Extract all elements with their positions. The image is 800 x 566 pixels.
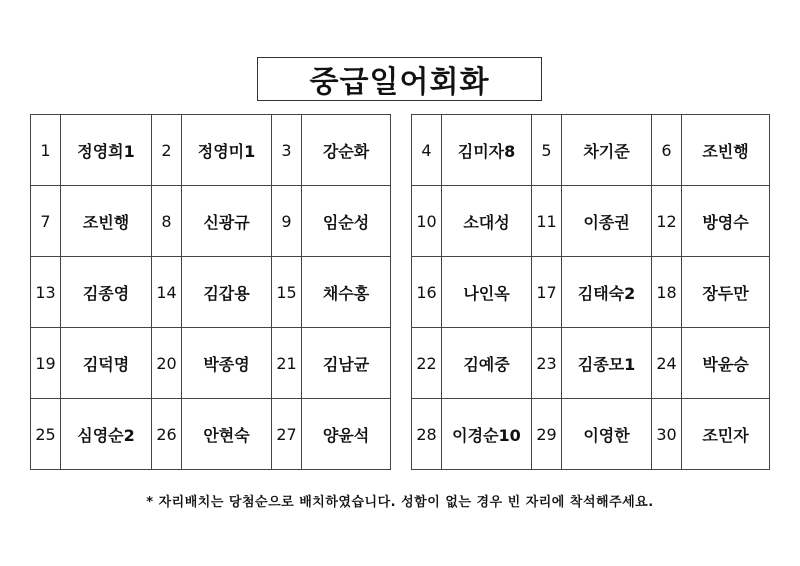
seat-number: 2 [152,115,182,186]
seat-number: 10 [412,186,442,257]
seat-name: 심영순2 [61,399,152,470]
seat-name: 박윤승 [682,328,770,399]
seat-row [412,328,770,399]
seat-name: 김태숙2 [562,257,652,328]
seating-note: * 자리배치는 당첨순으로 배치하였습니다. 성함이 없는 경우 빈 자리에 착석해주세요. [146,495,654,510]
seat-number: 5 [532,115,562,186]
seat-row [31,328,391,399]
seat-number: 23 [532,328,562,399]
seat-name: 양윤석 [302,399,391,470]
seat-name: 조빈행 [682,115,770,186]
seat-name: 장두만 [682,257,770,328]
seat-name: 조빈행 [61,186,152,257]
seat-number: 14 [152,257,182,328]
seat-row [412,115,770,186]
seat-number: 30 [652,399,682,470]
seat-name: 채수홍 [302,257,391,328]
page-title: 중급일어회화 [257,57,542,101]
seat-number: 15 [272,257,302,328]
seat-name: 신광규 [182,186,272,257]
seat-number: 7 [31,186,61,257]
seat-number: 1 [31,115,61,186]
seat-row [31,257,391,328]
seat-number: 19 [31,328,61,399]
seat-name: 이경순10 [442,399,532,470]
seat-row [412,257,770,328]
seat-number: 17 [532,257,562,328]
seat-name: 김예중 [442,328,532,399]
seat-name: 정영미1 [182,115,272,186]
seat-row [31,399,391,470]
seat-number: 27 [272,399,302,470]
seat-number: 24 [652,328,682,399]
seat-name: 조민자 [682,399,770,470]
seat-number: 6 [652,115,682,186]
seat-name: 강순화 [302,115,391,186]
seat-row [412,186,770,257]
seat-name: 김덕명 [61,328,152,399]
seat-row [31,186,391,257]
seat-name: 박종영 [182,328,272,399]
seat-number: 22 [412,328,442,399]
seat-row [31,115,391,186]
seat-name: 김갑용 [182,257,272,328]
seat-name: 이종권 [562,186,652,257]
seat-number: 3 [272,115,302,186]
seat-name: 차기준 [562,115,652,186]
seat-name: 임순성 [302,186,391,257]
seat-number: 16 [412,257,442,328]
seat-number: 18 [652,257,682,328]
seat-number: 25 [31,399,61,470]
seat-name: 이영한 [562,399,652,470]
seat-number: 21 [272,328,302,399]
seat-name: 김남균 [302,328,391,399]
seat-name: 방영수 [682,186,770,257]
seat-number: 13 [31,257,61,328]
seat-name: 김종영 [61,257,152,328]
seating-table-left [30,114,391,470]
seat-number: 4 [412,115,442,186]
seat-name: 정영희1 [61,115,152,186]
seat-name: 소대성 [442,186,532,257]
seat-number: 26 [152,399,182,470]
seat-number: 28 [412,399,442,470]
seat-name: 김미자8 [442,115,532,186]
seat-name: 나인옥 [442,257,532,328]
seat-number: 9 [272,186,302,257]
seat-name: 안현숙 [182,399,272,470]
seat-row [412,399,770,470]
seat-name: 김종모1 [562,328,652,399]
seat-number: 20 [152,328,182,399]
seat-number: 29 [532,399,562,470]
seating-table-right [411,114,770,470]
seat-number: 12 [652,186,682,257]
seat-number: 8 [152,186,182,257]
seat-number: 11 [532,186,562,257]
